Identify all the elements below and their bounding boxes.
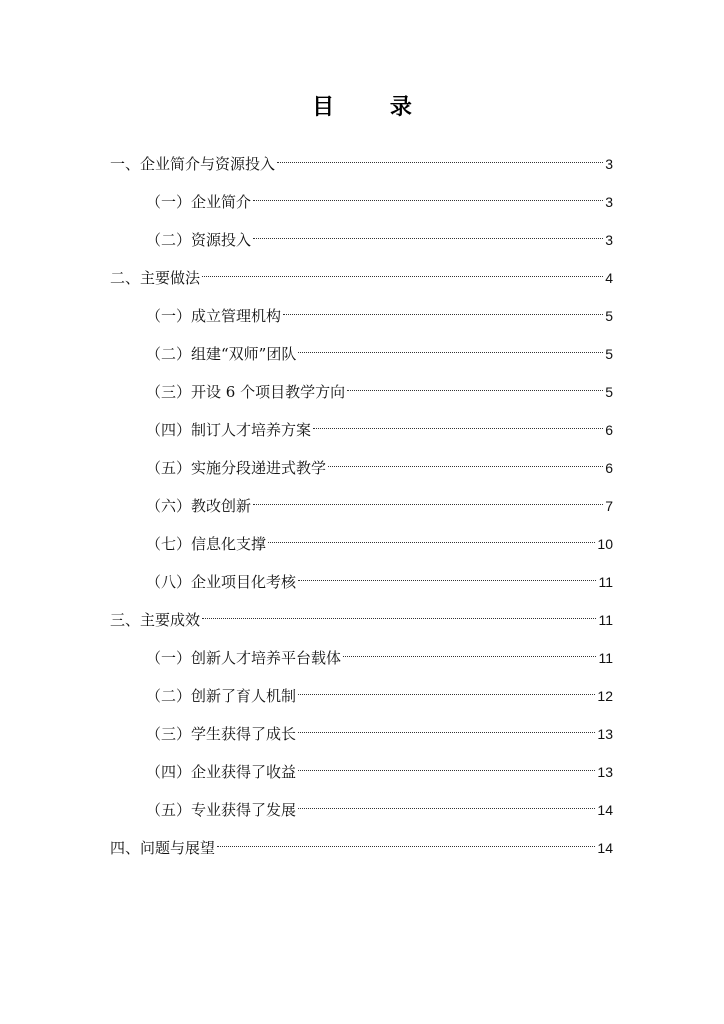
dot-leader [253,200,603,201]
dot-leader [253,238,603,239]
toc-entry-title: 二、主要做法 [110,269,201,287]
dot-leader [298,694,595,695]
toc-entry-title: 四、问题与展望 [110,839,216,857]
toc-entry-title: （四）制订人才培养方案 [146,421,312,439]
toc-entry-2-6[interactable] [110,492,613,530]
toc-entry-page: 10 [597,536,613,552]
toc-entry-title: （一）成立管理机构 [146,307,282,325]
toc-entry-title: （七）信息化支撑 [146,535,267,553]
dot-leader [347,390,603,391]
dot-leader [268,542,595,543]
toc-entry-2-1[interactable] [110,302,613,340]
toc-entry-page: 14 [597,840,613,856]
toc-entry-3-4[interactable] [110,758,613,796]
dot-leader [283,314,603,315]
toc-entry-page: 3 [605,194,613,210]
toc-entry-page: 7 [605,498,613,514]
toc-entry-4[interactable] [110,834,613,872]
toc-entry-title: （五）实施分段递进式教学 [146,459,327,477]
dot-leader [277,162,603,163]
toc-entry-3-5[interactable] [110,796,613,834]
toc-entry-title: （五）专业获得了发展 [146,801,297,819]
toc-entry-1-2[interactable] [110,226,613,264]
toc-entry-title: （八）企业项目化考核 [146,573,297,591]
toc-entry-2-7[interactable] [110,530,613,568]
dot-leader [298,352,603,353]
dot-leader [202,276,603,277]
toc-entry-3-3[interactable] [110,720,613,758]
toc-entry-page: 6 [605,460,613,476]
toc-entry-title: 三、主要成效 [110,611,201,629]
toc-entry-3-1[interactable] [110,644,613,682]
toc-entry-2-2[interactable] [110,340,613,378]
toc-entry-title: 一、企业简介与资源投入 [110,155,276,173]
table-of-contents [110,150,613,872]
toc-entry-title: （二）组建“双师”团队 [146,345,297,363]
dot-leader [253,504,603,505]
toc-entry-title: （一）企业简介 [146,193,252,211]
toc-entry-2[interactable] [110,264,613,302]
dot-leader [217,846,595,847]
toc-entry-title: （一）创新人才培养平台载体 [146,649,342,667]
toc-entry-page: 4 [605,270,613,286]
dot-leader [202,618,596,619]
toc-entry-page: 11 [598,612,613,628]
toc-entry-page: 5 [605,346,613,362]
toc-entry-3-2[interactable] [110,682,613,720]
toc-entry-page: 5 [605,308,613,324]
toc-entry-title: （二）创新了育人机制 [146,687,297,705]
toc-entry-page: 13 [597,764,613,780]
toc-entry-page: 13 [597,726,613,742]
toc-entry-page: 11 [598,650,613,666]
toc-entry-title: （四）企业获得了收益 [146,763,297,781]
toc-entry-page: 3 [605,232,613,248]
toc-entry-2-5[interactable] [110,454,613,492]
toc-entry-2-3[interactable] [110,378,613,416]
dot-leader [313,428,603,429]
toc-entry-title: （三）学生获得了成长 [146,725,297,743]
toc-entry-2-8[interactable] [110,568,613,606]
dot-leader [298,770,595,771]
toc-entry-page: 12 [597,688,613,704]
toc-entry-page: 5 [605,384,613,400]
toc-entry-title: （六）教改创新 [146,497,252,515]
toc-entry-1-1[interactable] [110,188,613,226]
toc-entry-title: （二）资源投入 [146,231,252,249]
dot-leader [298,732,595,733]
toc-entry-title: （三）开设 6 个项目教学方向 [146,383,346,401]
dot-leader [343,656,596,657]
toc-entry-page: 3 [605,156,613,172]
toc-entry-2-4[interactable] [110,416,613,454]
dot-leader [298,580,596,581]
toc-entry-3[interactable] [110,606,613,644]
page-title: 目 录 [312,94,436,120]
dot-leader [298,808,595,809]
dot-leader [328,466,603,467]
toc-entry-page: 14 [597,802,613,818]
toc-entry-page: 11 [598,574,613,590]
toc-entry-1[interactable] [110,150,613,188]
toc-entry-page: 6 [605,422,613,438]
